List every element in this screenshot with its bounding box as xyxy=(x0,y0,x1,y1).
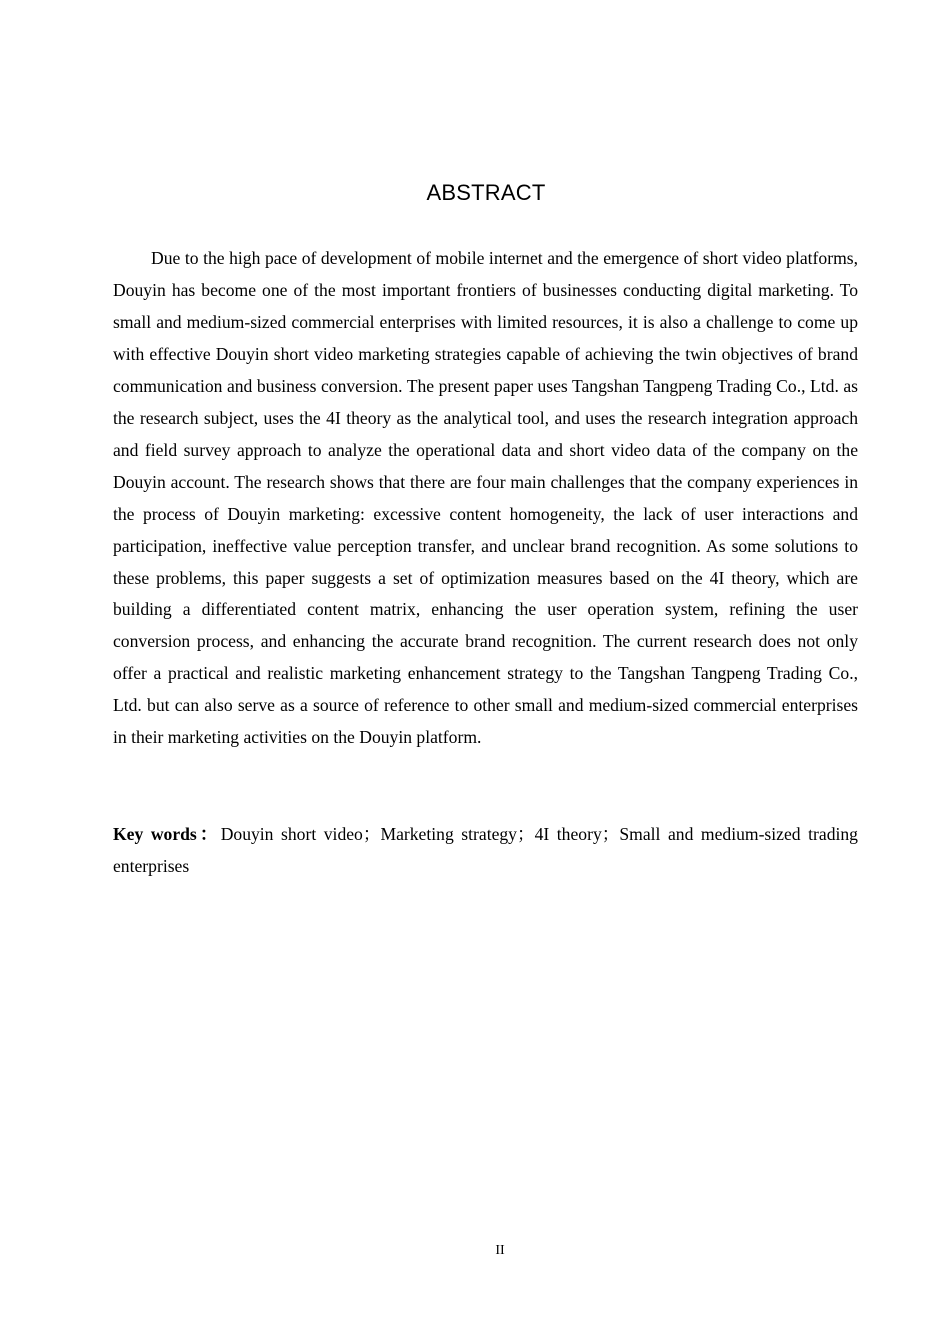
abstract-body: Due to the high pace of development of mobile internet and the emergence of short video platforms, Douyin has become one of the most important frontiers of businesses conducting digital marketing. To small and medium-sized commercial enterprises with limited resources, it is also a challenge to come up with effective Douyin short video marketing strategies capable of achieving the twin objectives of brand communication and business conversion. The present paper uses Tangshan Tangpeng Trading Co., Ltd. as the research subject, uses the 4I theory as the analytical tool, and uses the research integration approach and field survey approach to analyze the operational data and short video data of the company on the Douyin account. The research shows that there are four main challenges that the company experiences in the process of Douyin marketing: excessive content homogeneity, the lack of user interactions and participation, ineffective value perception transfer, and unclear brand recognition. As some solutions to these problems, this paper suggests a set of optimization measures based on the 4I theory, which are building a differentiated content matrix, enhancing the user operation system, refining the user conversion process, and enhancing the accurate brand recognition. The current research does not only offer a practical and realistic marketing enhancement strategy to the Tangshan Tangpeng Trading Co., Ltd. but can also serve as a source of reference to other small and medium-sized commercial enterprises in their marketing activities on the Douyin platform. xyxy=(113,248,858,748)
abstract-title: ABSTRACT xyxy=(426,180,546,205)
keyword-item: Marketing strategy xyxy=(380,824,517,844)
page-number: II xyxy=(495,1243,505,1258)
keywords-paragraph xyxy=(113,818,858,882)
keyword-item: Small and medium-sized trading enterprises xyxy=(113,824,858,876)
keyword-item: 4I theory xyxy=(534,824,602,844)
keyword-item: Douyin short video xyxy=(220,824,363,844)
keyword-separator: ； xyxy=(601,824,620,844)
keyword-separator: ； xyxy=(362,824,381,844)
keyword-separator: ； xyxy=(516,824,535,844)
keywords-label: Key words： xyxy=(113,824,221,844)
